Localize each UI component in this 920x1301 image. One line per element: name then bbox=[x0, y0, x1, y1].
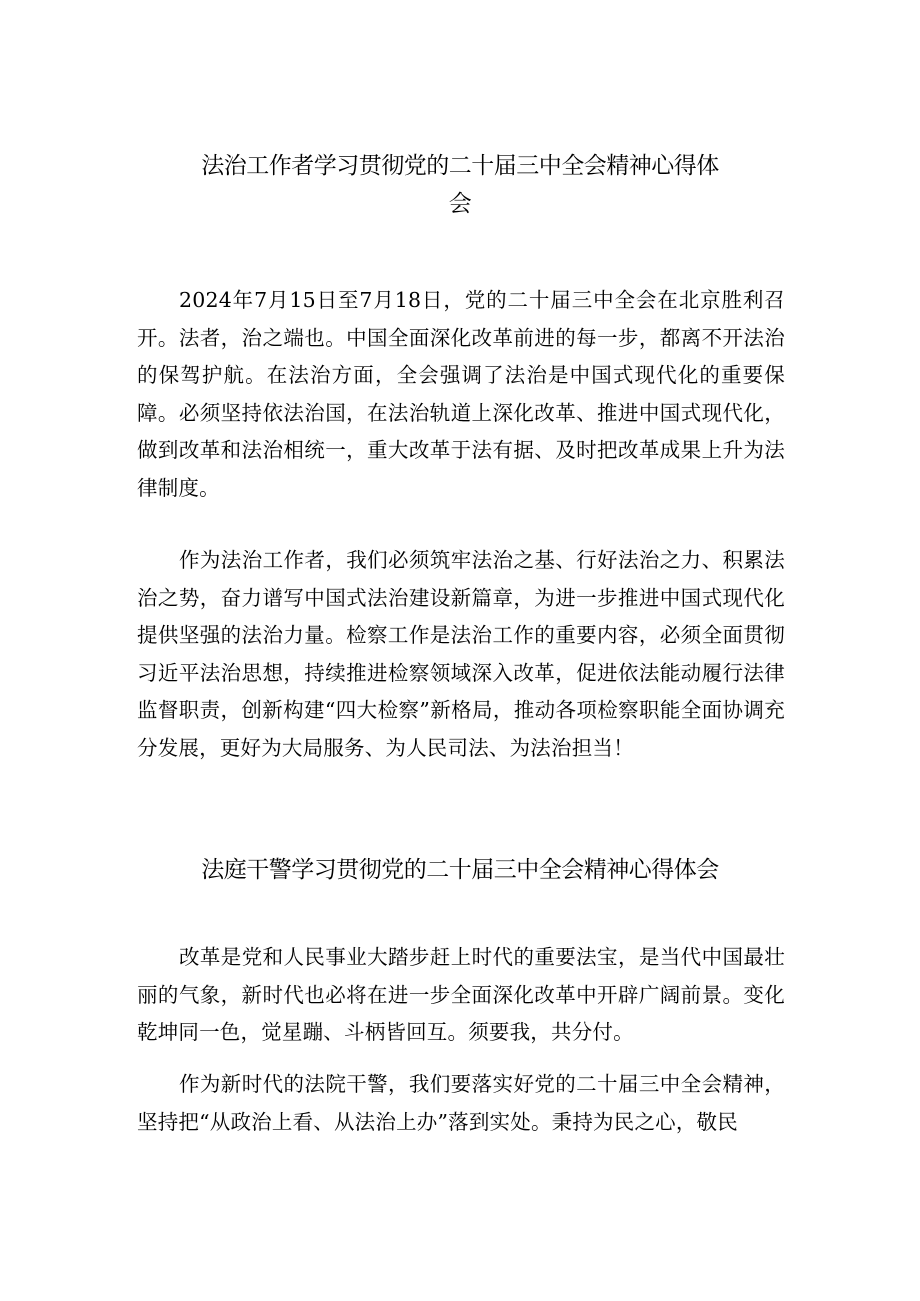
section1-title bbox=[130, 147, 790, 223]
section1-paragraph: 2024年7月15日至7月18日，党的二十届三中全会在北京胜利召开。法者，治之端也。中国全面深化改革前进的每一步，都离不开法治的保驾护航。在法治方面，全会强调了法治是中国式现代化的重要保障。必须坚持依法治国，在法治轨道上深化改革、推进中国式现代化，做到改革和法治相统一，重大改革于法有据、及时把改革成果上升为法律制度。 bbox=[137, 288, 785, 500]
section1-title-line1: 法治工作者学习贯彻党的二十届三中全会精神心得体 bbox=[201, 153, 719, 179]
section1-title-line2: 会 bbox=[448, 191, 472, 217]
section2-paragraph: 改革是党和人民事业大踏步赶上时代的重要法宝，是当代中国最壮丽的气象，新时代也必将在进一步全面深化改革中开辟广阔前景。变化乾坤同一色，觉星蹦、斗柄皆回互。须要我，共分付。 bbox=[137, 945, 785, 1044]
section2-title: 法庭干警学习贯彻党的二十届三中全会精神心得体会 bbox=[201, 857, 719, 883]
section2-paragraph: 作为新时代的法院干警，我们要落实好党的二十届三中全会精神，坚持把“从政治上看、从法治上办”落到实处。秉持为民之心，敬民 bbox=[137, 1072, 785, 1134]
section1-paragraph: 作为法治工作者，我们必须筑牢法治之基、行好法治之力、积累法治之势，奋力谱写中国式法治建设新篇章，为进一步推进中国式现代化提供坚强的法治力量。检察工作是法治工作的重要内容，必须全面贯彻习近平法治思想，持续推进检察领域深入改革，促进依法能动履行法律监督职责，创新构建“四大检察”新格局，推动各项检察职能全面协调充分发展，更好为大局服务、为人民司法、为法治担当！ bbox=[137, 548, 785, 760]
